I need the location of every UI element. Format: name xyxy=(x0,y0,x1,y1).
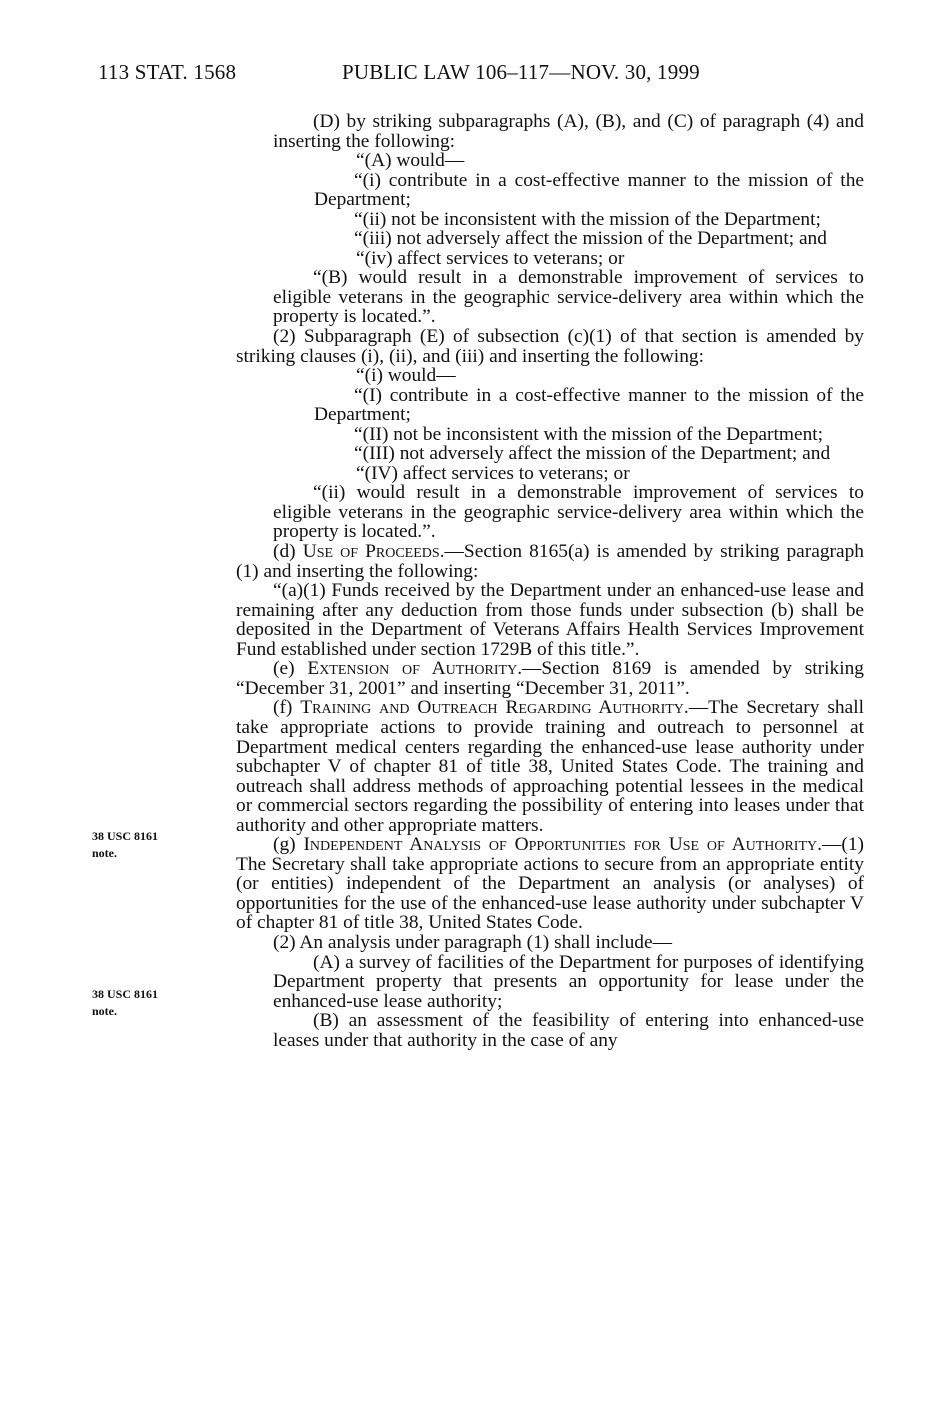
subsection-heading: Independent Analysis of Opportunities for Use of Authority xyxy=(303,834,818,856)
margin-note-citation: 38 USC 8161 xyxy=(92,829,159,843)
paragraph: (A) a survey of facilities of the Department for purposes of identifying Department property that presents an opportunity for lease under the enhanced-use lease authority; xyxy=(273,951,864,1012)
paragraph-training-and-outreach xyxy=(236,698,864,835)
paragraph: “(a)(1) Funds received by the Department under an enhanced-use lease and remaining after any deduction from those funds under subsection (b) shall be deposited in the Department of Veterans Affairs Health Services Improvement Fund established under section 1729B of this title.”. xyxy=(236,580,864,660)
paragraph: “(ii) not be inconsistent with the mission of the Department; xyxy=(354,208,821,230)
subsection-heading: Training and Outreach Regarding Authority xyxy=(300,697,684,719)
paragraph-independent-analysis xyxy=(236,835,864,933)
statute-text xyxy=(236,112,864,1050)
subsection-label: (d) xyxy=(273,541,303,563)
subsection-label: (e) xyxy=(273,658,308,680)
margin-note-label: note. xyxy=(92,1004,117,1018)
paragraph: “(iv) affect services to veterans; or xyxy=(356,247,625,269)
paragraph: (2) An analysis under paragraph (1) shall include— xyxy=(273,931,673,953)
subsection-text: .—The Secretary shall take appropriate actions to provide training and outreach to personnel at Department medical centers regarding the enhanced-use lease authority under subchapter V of chapter 81 of title 38, United States Code. The training and outreach shall address methods of approaching potential lessees in the medical or commercial sectors regarding the possibility of entering into leases under that authority and other appropriate matters. xyxy=(236,697,864,836)
paragraph-use-of-proceeds xyxy=(236,542,864,581)
subsection-label: (g) xyxy=(273,834,304,856)
paragraph: “(A) would— xyxy=(356,150,465,172)
subsection-text: .—Section 8169 is amended by striking “December 31, 2001” and inserting “December 31, 2011”. xyxy=(236,658,864,699)
paragraph: “(B) would result in a demonstrable improvement of services to eligible veterans in the geographic service-delivery area within which the property is located.”. xyxy=(273,267,864,328)
paragraph: “(i) would— xyxy=(356,365,456,387)
page-title: PUBLIC LAW 106–117—NOV. 30, 1999 xyxy=(342,60,700,84)
paragraph: (2) Subparagraph (E) of subsection (c)(1) of that section is amended by striking clauses (i), (ii), and (iii) and inserting the following: xyxy=(236,326,864,367)
paragraph: “(IV) affect services to veterans; or xyxy=(356,462,630,484)
paragraph: (D) by striking subparagraphs (A), (B), and (C) of paragraph (4) and inserting the following: xyxy=(273,111,864,152)
paragraph: “(III) not adversely affect the mission of the Department; and xyxy=(354,443,831,465)
paragraph: “(I) contribute in a cost-effective manner to the mission of the Department; xyxy=(314,384,864,426)
stat-reference: 113 STAT. 1568 xyxy=(98,60,237,84)
paragraph: “(ii) would result in a demonstrable improvement of services to eligible veterans in the geographic service-delivery area within which the property is located.”. xyxy=(273,482,864,543)
paragraph: “(II) not be inconsistent with the mission of the Department; xyxy=(354,423,824,445)
paragraph: (B) an assessment of the feasibility of entering into enhanced-use leases under that authority in the case of any xyxy=(273,1010,864,1051)
margin-note-label: note. xyxy=(92,846,117,860)
paragraph: “(iii) not adversely affect the mission of the Department; and xyxy=(354,228,827,250)
margin-note-citation: 38 USC 8161 xyxy=(92,987,159,1001)
subsection-heading: Extension of Authority xyxy=(307,658,518,680)
paragraph-extension-of-authority xyxy=(236,659,864,698)
subsection-text: .—(1) The Secretary shall take appropriate actions to secure from an appropriate entity (or entities) independent of the Department an analysis (or analyses) of opportunities for the use of the enhanced-use lease authority under subchapter V of chapter 81 of title 38, United States Code. xyxy=(236,834,864,934)
subsection-label: (f) xyxy=(273,697,301,719)
paragraph: “(i) contribute in a cost-effective manner to the mission of the Department; xyxy=(314,169,864,211)
margin-note xyxy=(92,986,158,1020)
margin-note xyxy=(92,828,158,862)
subsection-heading: Use of Proceeds xyxy=(302,541,440,563)
subsection-text: .—Section 8165(a) is amended by striking paragraph (1) and inserting the following: xyxy=(236,541,864,582)
